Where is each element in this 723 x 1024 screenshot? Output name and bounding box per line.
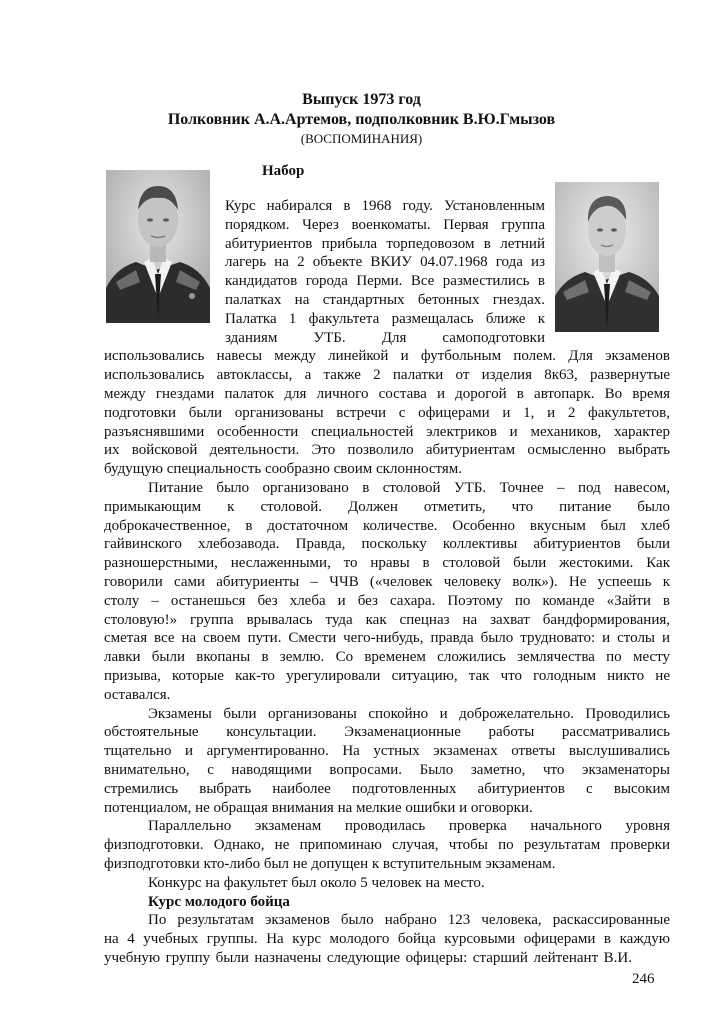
text-line: обстоятельные консультации. Экзаменационные работы рассматривались	[104, 724, 670, 741]
text-line: Питание было организовано в столовой УТБ. Точнее – под навесом,	[148, 480, 670, 496]
text-line: зданиям УТБ. Для самоподготовки	[225, 329, 545, 346]
text-line: порядком. Через военкоматы. Первая группа	[225, 216, 545, 233]
text-line: Конкурс на факультет был около 5 человек на место.	[148, 874, 485, 891]
text-line: учебную группу были назначены следующие офицеры: старший лейтенант В.И.	[104, 950, 632, 966]
text-line: лагерь на 2 объекте ВКИУ 04.07.1968 года из	[225, 254, 545, 271]
text-line: тщательно и аргументированно. На устных экзаменах ответы выслушивались	[104, 743, 670, 760]
text-line: столу – останешься без хлеба и без сахара. Поэтому по команде «Зайти в	[104, 592, 670, 609]
text-line: По результатам экзаменов было набрано 123 человека, раскассированные	[148, 912, 670, 929]
portrait-photo-left	[106, 170, 210, 323]
text-line: подготовки были организованы встречи с офицерами и 1, и 2 факультетов,	[104, 404, 670, 421]
section-heading-kmb: Курс молодого бойца	[148, 893, 290, 910]
text-line: абитуриентов прибыла торпедовозом в летний	[225, 235, 545, 252]
portrait-photo-right	[555, 182, 659, 332]
text-line: стремились выбрать наиболее подготовленных абитуриентов с высоким	[104, 780, 670, 797]
text-line: Экзамены были организованы спокойно и доброжелательно. Проводились	[148, 705, 670, 722]
text-line: Параллельно экзаменам проводилась проверка начального уровня	[148, 818, 670, 835]
page-number: 246	[632, 971, 655, 987]
text-line: использовались навесы между линейкой и футбольным полем. Для экзаменов	[104, 348, 670, 365]
text-line: лавки были вкопаны в землю. Со временем сложились землячества по месту	[104, 649, 670, 666]
text-line: Палатка 1 факультета размещалась ближе к	[225, 310, 545, 327]
text-line: доброкачественное, в достаточном количестве. Особенно вкусным был хлеб	[104, 517, 670, 534]
text-line: на 4 учебных группы. На курс молодого бойца курсовыми офицерами в каждую	[104, 931, 670, 948]
text-line: говорили сами абитуриенты – ЧЧВ («человек человеку волк»). Не успеешь к	[104, 574, 670, 590]
text-line: физподготовки кто-либо был не допущен к вступительным экзаменам.	[104, 856, 556, 872]
text-line: столовую!» группа врывалась туда как спецназ на захват бандформирования,	[104, 611, 670, 628]
text-line: физподготовки. Однако, не припоминаю случая, чтобы по результатам проверки	[104, 837, 670, 854]
text-line: кандидатов города Перми. Все разместились в	[225, 273, 545, 290]
text-line: Курс набирался в 1968 году. Установленным	[225, 198, 545, 214]
title-authors: Полковник А.А.Артемов, подполковник В.Ю.Гмызов	[167, 111, 556, 128]
text-line: использовались автоклассы, а также 2 палатки от изделия 8к63, развернутые	[104, 367, 670, 384]
text-line: оставался.	[104, 686, 171, 703]
text-line: внимательно, с наводящими вопросами. Было заметно, что экзаменаторы	[104, 762, 670, 778]
text-line: разъяснявшими особенности специальностей электриков и механиков, характер	[104, 423, 670, 440]
text-line: их войсковой деятельности. Это позволило абитуриентам осмысленно выбрать	[104, 442, 670, 459]
text-line: между гнездами палаток для личного состава и дорогой в автопарк. Во время	[104, 386, 670, 402]
section-heading-nabor: Набор	[262, 163, 305, 179]
text-line: гайвинского хлебозавода. Правда, поскольку коллективы абитуриентов были	[104, 536, 670, 553]
title-year: Выпуск 1973 год	[302, 91, 421, 108]
text-line: примыкающим к столовой. Должен отметить, что питание было	[104, 498, 670, 515]
text-line: сметая все на своем пути. Смести чего-нибудь, правда было трудновато: и столы и	[104, 630, 670, 647]
text-line: будущую специальность сообразно своим склонностям.	[104, 461, 463, 478]
subtitle-memoirs: (ВОСПОМИНАНИЯ)	[300, 131, 423, 146]
text-line: разношерстными, неслаженными, то нравы в столовой были жестокими. Как	[104, 555, 670, 572]
text-line: призыва, которые как-то урегулировали ситуацию, так что голодным никто не	[104, 668, 670, 684]
text-line: палатках на стандартных бетонных гнездах.	[225, 292, 545, 308]
text-line: потенциалом, не обращая внимания на мелкие ошибки и оговорки.	[104, 799, 533, 816]
